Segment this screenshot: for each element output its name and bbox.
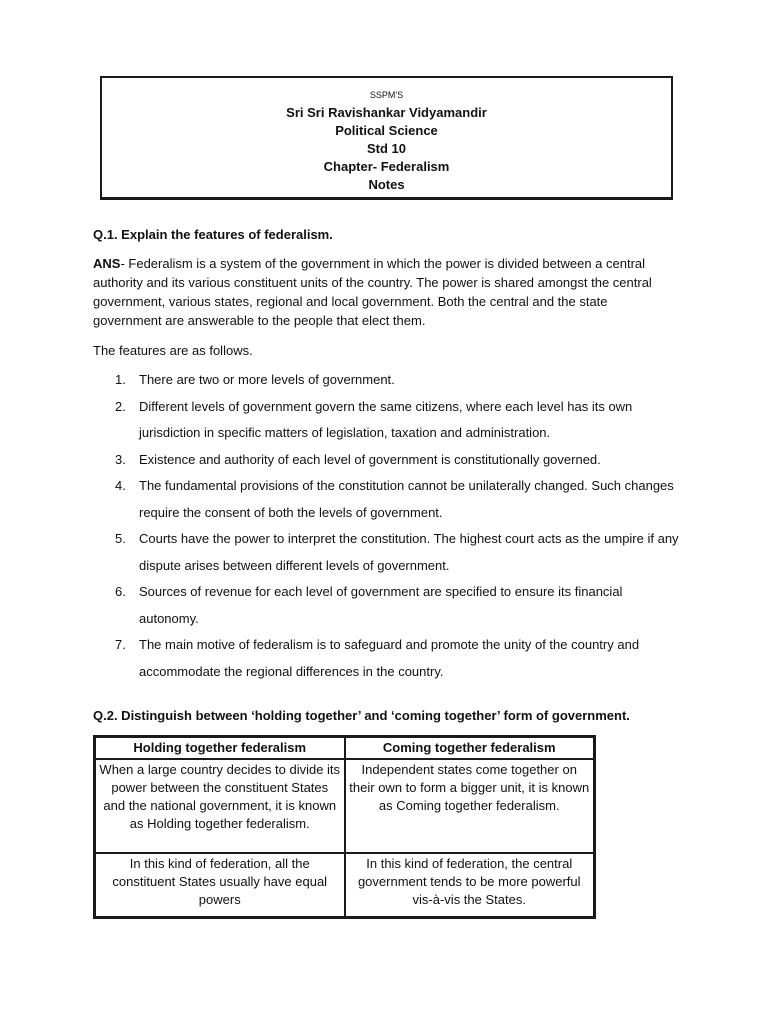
org-name: SSPM'S	[369, 90, 404, 100]
table-row	[95, 759, 594, 853]
list-item-text: There are two or more levels of government.	[139, 372, 395, 387]
list-item	[93, 579, 683, 632]
list-item	[93, 473, 683, 526]
header-coming-together: Coming together federalism	[345, 737, 595, 759]
table-cell: When a large country decides to divide its power between the constituent States and the national government, it is known as Holding together federalism.	[95, 759, 345, 853]
list-item	[93, 447, 683, 474]
features-list	[93, 367, 683, 685]
list-item	[93, 526, 683, 579]
comparison-table	[93, 735, 596, 919]
list-item-number: 1.	[115, 372, 126, 387]
subject-name: Political Science	[335, 123, 438, 138]
chapter-title: Chapter- Federalism	[323, 159, 450, 174]
header-box	[100, 76, 673, 200]
list-item-number: 7.	[115, 637, 126, 652]
list-item-text: Existence and authority of each level of government is constitutionally governed.	[139, 451, 601, 467]
list-item-number: 5.	[115, 531, 126, 546]
answer-1-text: - Federalism is a system of the government in which the power is divided between a central authority and its various constituent units of the country. The power is shared amongst the central government, various states, regional and local government. Both the central and the state government are answerable to the people that elect them.	[93, 256, 652, 328]
standard-label: Std 10	[366, 141, 406, 156]
list-item-number: 3.	[115, 451, 126, 467]
table-header-row	[95, 737, 594, 759]
ans-label: ANS	[93, 256, 121, 271]
table-cell: Independent states come together on their own to form a bigger unit, it is known as Coming together federalism.	[345, 759, 595, 853]
list-item-text: Courts have the power to interpret the constitution. The highest court acts as the umpire if any dispute arises between different levels of government.	[139, 531, 679, 573]
table-cell: In this kind of federation, the central government tends to be more powerful vis-à-vis the States.	[345, 853, 595, 917]
list-item-text: The fundamental provisions of the constitution cannot be unilaterally changed. Such changes require the consent of both the levels of government.	[139, 478, 674, 520]
list-item	[93, 367, 683, 394]
question-1: Q.1. Explain the features of federalism.	[93, 227, 333, 242]
list-item-number: 4.	[115, 478, 126, 493]
school-name: Sri Sri Ravishankar Vidyamandir	[286, 105, 487, 120]
table-row	[95, 853, 594, 917]
list-item-text: The main motive of federalism is to safeguard and promote the unity of the country and accommodate the regional differences in the country.	[139, 637, 640, 679]
list-item	[93, 394, 683, 447]
doc-type: Notes	[368, 177, 405, 192]
features-intro: The features are as follows.	[93, 343, 253, 358]
list-item-number: 2.	[115, 398, 126, 414]
list-item-text: Sources of revenue for each level of government are specified to ensure its financial autonomy.	[139, 584, 623, 626]
question-2: Q.2. Distinguish between ‘holding together’ and ‘coming together’ form of government.	[93, 708, 630, 723]
answer-1	[93, 254, 673, 330]
list-item-number: 6.	[115, 584, 126, 599]
header-holding-together: Holding together federalism	[95, 737, 345, 759]
list-item	[93, 632, 683, 685]
table-cell: In this kind of federation, all the constituent States usually have equal powers	[95, 853, 345, 917]
list-item-text: Different levels of government govern the same citizens, where each level has its own jurisdiction in specific matters of legislation, taxation and administration.	[139, 398, 633, 440]
